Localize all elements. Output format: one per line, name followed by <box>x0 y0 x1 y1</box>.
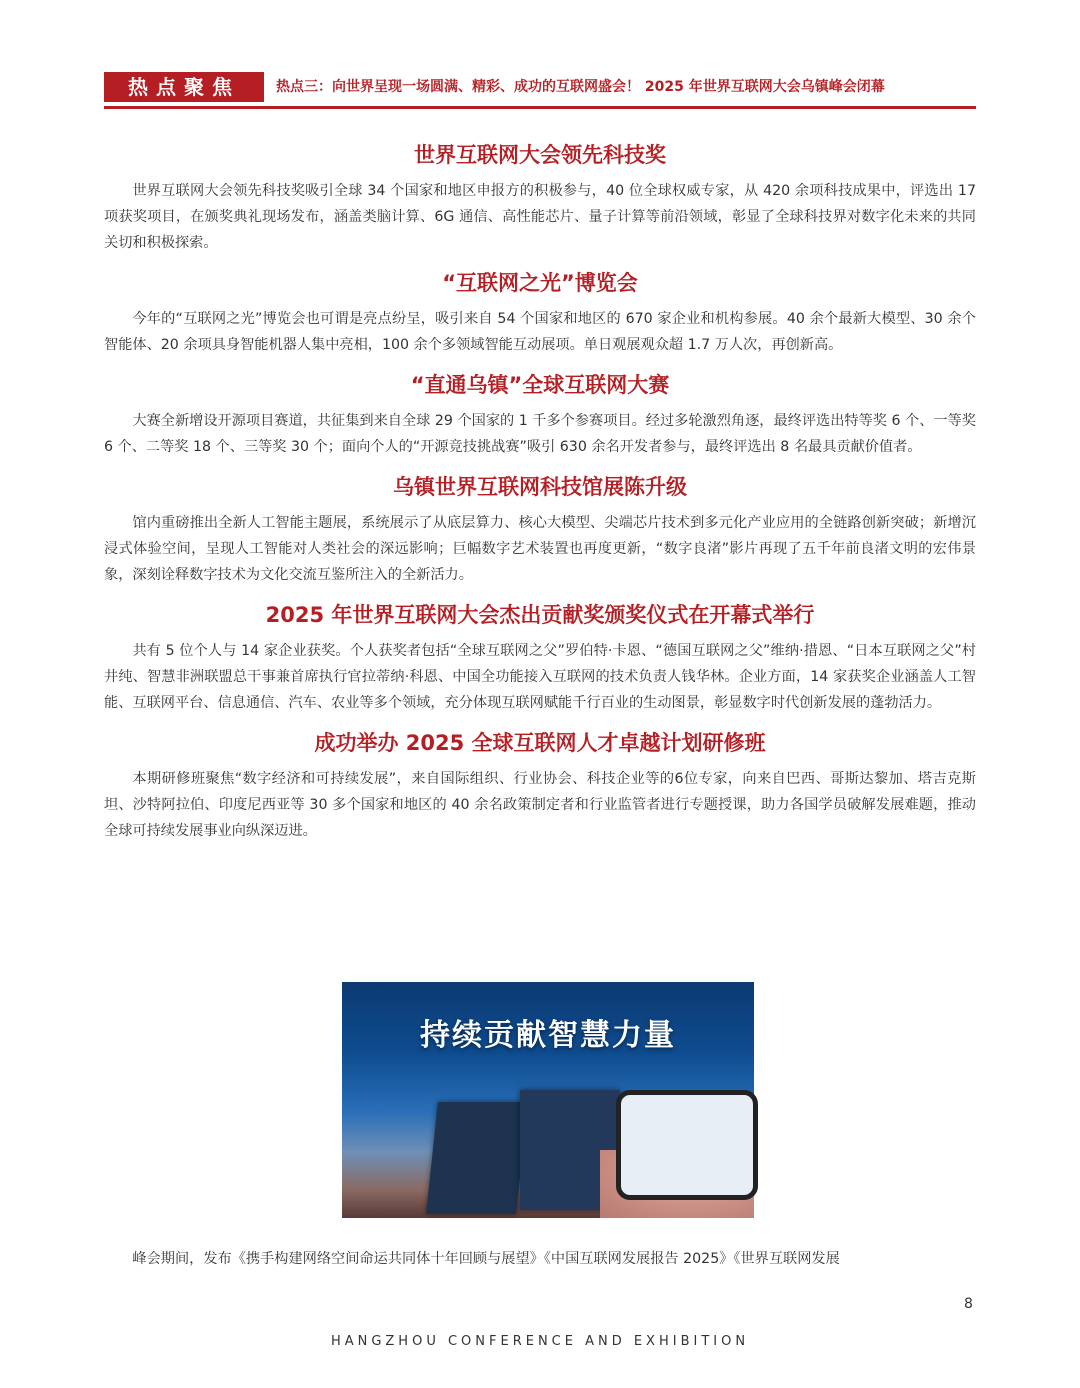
footer-text: HANGZHOU CONFERENCE AND EXHIBITION <box>330 1334 750 1349</box>
section-paragraph: 馆内重磅推出全新人工智能主题展，系统展示了从底层算力、核心大模型、尖端芯片技术到多元化产业应用的全链路创新突破；新增沉浸式体验空间，呈现人工智能对人类社会的深远影响；巨幅数字艺术装置也再度更新，“数字良渚”影片再现了五千年前良渚文明的宏伟景象，深刻诠释数字技术为文化交流互鉴所注入的全新活力。 <box>104 515 976 583</box>
page-header <box>104 68 976 108</box>
article-body <box>104 140 976 856</box>
section-paragraph: 共有 5 位个人与 14 家企业获奖。个人获奖者包括“全球互联网之父”罗伯特·卡恩、“德国互联网之父”维纳·措恩、“日本互联网之父”村井纯、智慧非洲联盟总干事兼首席执行官拉蒂纳·科恩、中国全功能接入互联网的技术负责人钱华林。企业方面，14 家获奖企业涵盖人工智能、互联网平台、信息通信、汽车、农业等多个领域，充分体现互联网赋能千行百业的生动图景，彰显数字时代创新发展的蓬勃活力。 <box>104 643 976 711</box>
section-paragraph: 大赛全新增设开源项目赛道，共征集到来自全球 29 个国家的 1 千多个参赛项目。经过多轮激烈角逐，最终评选出特等奖 6 个、一等奖 6 个、二等奖 18 个、三等奖 30 个；面向个人的“开源竞技挑战赛”吸引 630 余名开发者参与，最终评选出 8 名最具贡献价值者。 <box>104 413 976 455</box>
section-paragraph: 今年的“互联网之光”博览会也可谓是亮点纷呈，吸引来自 54 个国家和地区的 670 家企业和机构参展。40 余个最新大模型、30 余个智能体、20 余项具身智能机器人集中亮相，100 余个多领域智能互动展项。单日观展观众超 1.7 万人次，再创新高。 <box>104 311 976 353</box>
section-training <box>104 728 976 844</box>
section-title: 成功举办 2025 全球互联网人才卓越计划研修班 <box>314 731 766 755</box>
book-image <box>426 1102 528 1214</box>
section-competition <box>104 370 976 460</box>
photo-caption: 持续贡献智慧力量 <box>420 1018 676 1053</box>
section-contribution-award <box>104 600 976 716</box>
closing-paragraph: 峰会期间，发布《携手构建网络空间命运共同体十年回顾与展望》《中国互联网发展报告 2025》《世界互联网发展 <box>132 1251 840 1267</box>
section-title: “直通乌镇”全球互联网大赛 <box>410 373 670 397</box>
section-museum <box>104 472 976 588</box>
section-title: 乌镇世界互联网科技馆展陈升级 <box>393 475 687 499</box>
page-number: 8 <box>964 1296 973 1312</box>
section-paragraph: 本期研修班聚焦“数字经济和可持续发展”，来自国际组织、行业协会、科技企业等的6位专家，向来自巴西、哥斯达黎加、塔吉克斯坦、沙特阿拉伯、印度尼西亚等 30 多个国家和地区的 40 余名政策制定者和行业监管者进行专题授课，助力各国学员破解发展难题，推动全球可持续发展事业向纵深迈进。 <box>104 771 976 839</box>
section-title: 世界互联网大会领先科技奖 <box>414 143 666 167</box>
section-badge: 热点聚焦 <box>104 72 264 102</box>
section-tech-award <box>104 140 976 256</box>
phone-image <box>616 1090 758 1200</box>
section-expo <box>104 268 976 358</box>
header-topic: 热点三：向世界呈现一场圆满、精彩、成功的互联网盛会！ 2025 年世界互联网大会乌镇峰会闭幕 <box>276 79 885 95</box>
header-divider <box>104 106 976 109</box>
section-paragraph: 世界互联网大会领先科技奖吸引全球 34 个国家和地区申报方的积极参与，40 位全球权威专家，从 420 余项科技成果中，评选出 17 项获奖项目，在颁奖典礼现场发布，涵盖类脑计算、6G 通信、高性能芯片、量子计算等前沿领域，彰显了全球科技界对数字化未来的共同关切和积极探索。 <box>104 183 976 251</box>
section-title: 2025 年世界互联网大会杰出贡献奖颁奖仪式在开幕式举行 <box>265 603 815 627</box>
section-title: “互联网之光”博览会 <box>442 271 638 295</box>
